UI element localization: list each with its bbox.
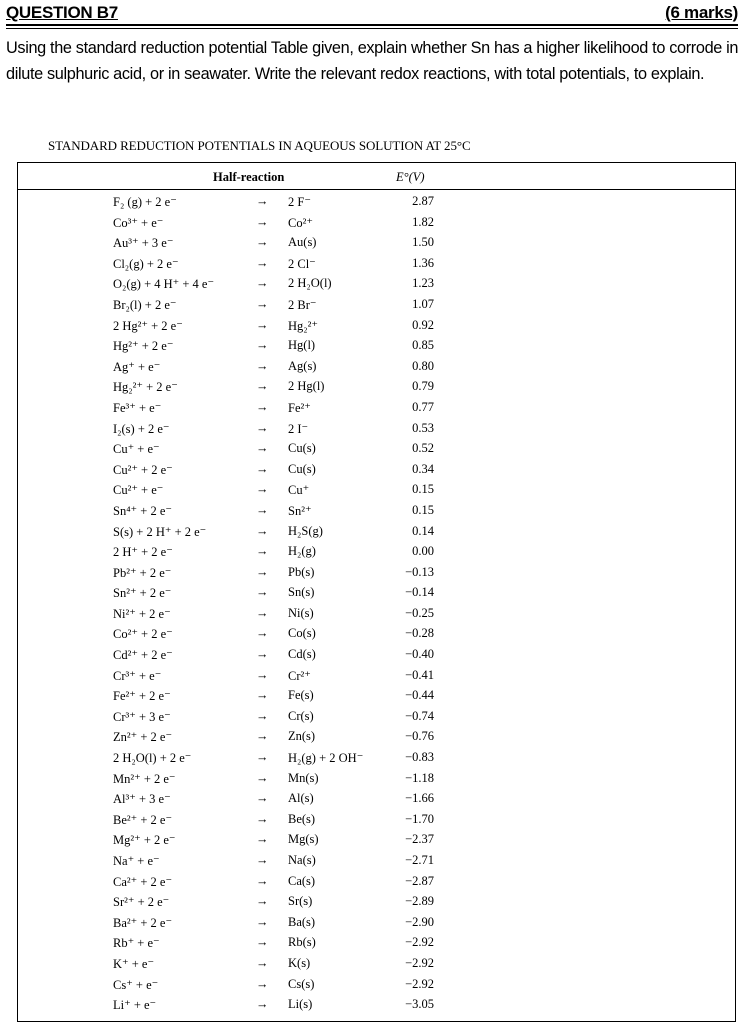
half-reaction-products: 2 Hg(l) [288, 379, 325, 394]
half-reaction-reactants: Cu²⁺ + e⁻ [113, 483, 164, 498]
reaction-arrow: → [256, 667, 269, 682]
reaction-arrow: → [256, 502, 269, 517]
potential-value: −2.37 [405, 832, 434, 847]
reaction-arrow: → [256, 791, 269, 806]
table-row [18, 688, 735, 709]
half-reaction-products: Au(s) [288, 235, 317, 250]
half-reaction-products: Al(s) [288, 791, 314, 806]
reaction-arrow: → [256, 647, 269, 662]
table-row [18, 647, 735, 668]
reaction-arrow: → [256, 420, 269, 435]
reaction-arrow: → [256, 235, 269, 250]
half-reaction-products: Ca(s) [288, 873, 316, 888]
half-reaction-products: Ni(s) [288, 605, 314, 620]
half-reaction-reactants: Hg₂²⁺ + 2 e⁻ [113, 380, 178, 395]
potential-value: 0.77 [412, 399, 434, 414]
half-reaction-reactants: Ba²⁺ + 2 e⁻ [113, 915, 173, 930]
half-reaction-products: Cr²⁺ [288, 668, 311, 683]
potential-value: 0.92 [412, 317, 434, 332]
table-row [18, 565, 735, 586]
half-reaction-reactants: Cs⁺ + e⁻ [113, 977, 159, 992]
half-reaction-products: Cu(s) [288, 461, 316, 476]
half-reaction-products: K(s) [288, 955, 311, 970]
half-reaction-products: Fe²⁺ [288, 400, 311, 415]
reduction-potential-table [17, 162, 736, 1022]
half-reaction-products: Ba(s) [288, 914, 316, 929]
half-reaction-reactants: Cu²⁺ + 2 e⁻ [113, 462, 173, 477]
table-row [18, 997, 735, 1018]
half-reaction-reactants: I₂(s) + 2 e⁻ [113, 421, 170, 436]
header-half-reaction: Half-reaction [213, 170, 285, 184]
reaction-arrow: → [256, 379, 269, 394]
half-reaction-reactants: 2 H⁺ + 2 e⁻ [113, 545, 173, 560]
table-row [18, 668, 735, 689]
half-reaction-products: Cd(s) [288, 647, 316, 662]
half-reaction-products: H₂(g) + 2 OH⁻ [288, 751, 364, 766]
reaction-arrow: → [256, 811, 269, 826]
reaction-arrow: → [256, 955, 269, 970]
potential-value: 0.14 [412, 523, 434, 538]
half-reaction-reactants: Pb²⁺ + 2 e⁻ [113, 565, 172, 580]
table-header [18, 163, 735, 190]
reaction-arrow: → [256, 296, 269, 311]
reaction-arrow: → [256, 605, 269, 620]
table-row [18, 194, 735, 215]
half-reaction-reactants: Hg²⁺ + 2 e⁻ [113, 339, 174, 354]
half-reaction-reactants: Au³⁺ + 3 e⁻ [113, 236, 174, 251]
table-row [18, 791, 735, 812]
reaction-arrow: → [256, 523, 269, 538]
half-reaction-products: Cs(s) [288, 976, 315, 991]
potential-value: −0.83 [405, 750, 434, 765]
half-reaction-products: 2 H₂O(l) [288, 276, 332, 291]
table-row [18, 771, 735, 792]
reaction-arrow: → [256, 708, 269, 723]
table-row [18, 956, 735, 977]
half-reaction-products: Sn(s) [288, 585, 315, 600]
half-reaction-reactants: Ca²⁺ + 2 e⁻ [113, 874, 173, 889]
reaction-arrow: → [256, 317, 269, 332]
potential-value: −1.70 [405, 811, 434, 826]
reaction-arrow: → [256, 255, 269, 270]
half-reaction-products: Hg(l) [288, 338, 316, 353]
half-reaction-reactants: Br₂(l) + 2 e⁻ [113, 297, 177, 312]
reaction-arrow: → [256, 997, 269, 1012]
half-reaction-reactants: 2 H₂O(l) + 2 e⁻ [113, 751, 192, 766]
table-row [18, 256, 735, 277]
potential-value: −0.44 [405, 688, 434, 703]
half-reaction-products: Hg₂²⁺ [288, 318, 318, 333]
table-row [18, 606, 735, 627]
half-reaction-products: 2 Cl⁻ [288, 256, 316, 271]
potential-value: −3.05 [405, 997, 434, 1012]
table-row [18, 235, 735, 256]
half-reaction-products: Sn²⁺ [288, 503, 312, 518]
potential-value: −1.18 [405, 770, 434, 785]
table-row [18, 400, 735, 421]
reaction-arrow: → [256, 564, 269, 579]
table-row [18, 832, 735, 853]
reaction-arrow: → [256, 914, 269, 929]
half-reaction-reactants: Fe³⁺ + e⁻ [113, 400, 162, 415]
potential-value: 2.87 [412, 194, 434, 208]
reaction-arrow: → [256, 544, 269, 559]
reaction-arrow: → [256, 976, 269, 991]
potential-value: −2.92 [405, 935, 434, 950]
half-reaction-reactants: Co³⁺ + e⁻ [113, 215, 164, 230]
half-reaction-reactants: Sr²⁺ + 2 e⁻ [113, 895, 170, 910]
half-reaction-products: Mn(s) [288, 770, 319, 785]
potential-value: 0.53 [412, 420, 434, 435]
potential-value: 0.85 [412, 338, 434, 353]
potential-value: 1.07 [412, 296, 434, 311]
potential-value: −2.89 [405, 894, 434, 909]
reaction-arrow: → [256, 626, 269, 641]
table-row [18, 853, 735, 874]
half-reaction-products: 2 F⁻ [288, 195, 311, 209]
half-reaction-products: Na(s) [288, 853, 316, 867]
half-reaction-reactants: 2 Hg²⁺ + 2 e⁻ [113, 318, 183, 333]
table-body [18, 194, 735, 1018]
marks-label: (6 marks) [665, 3, 738, 22]
table-row [18, 585, 735, 606]
reaction-arrow: → [256, 750, 269, 765]
potential-value: −2.90 [405, 914, 434, 929]
half-reaction-products: Li(s) [288, 997, 313, 1012]
half-reaction-products: Mg(s) [288, 832, 319, 847]
half-reaction-reactants: Mn²⁺ + 2 e⁻ [113, 771, 176, 786]
reaction-arrow: → [256, 832, 269, 847]
half-reaction-products: H₂S(g) [288, 523, 323, 538]
reaction-arrow: → [256, 729, 269, 744]
reaction-arrow: → [256, 770, 269, 785]
reaction-arrow: → [256, 935, 269, 950]
half-reaction-products: Sr(s) [288, 894, 313, 909]
table-row [18, 297, 735, 318]
table-row [18, 482, 735, 503]
reaction-arrow: → [256, 399, 269, 414]
half-reaction-reactants: Na⁺ + e⁻ [113, 854, 160, 868]
potential-value: −0.14 [405, 585, 434, 600]
table-row [18, 359, 735, 380]
reaction-arrow: → [256, 276, 269, 291]
table-row [18, 894, 735, 915]
header-potential: E°(V) [396, 170, 425, 184]
table-row [18, 276, 735, 297]
potential-value: −0.25 [405, 605, 434, 620]
half-reaction-reactants: Cr³⁺ + e⁻ [113, 668, 162, 683]
half-reaction-products: Cr(s) [288, 708, 314, 723]
table-row [18, 729, 735, 750]
table-row [18, 441, 735, 462]
half-reaction-reactants: Ni²⁺ + 2 e⁻ [113, 606, 171, 621]
question-title: QUESTION B7 [6, 3, 118, 22]
question-header [6, 2, 738, 26]
half-reaction-reactants: Be²⁺ + 2 e⁻ [113, 812, 173, 827]
half-reaction-products: Cu(s) [288, 441, 316, 456]
half-reaction-reactants: S(s) + 2 H⁺ + 2 e⁻ [113, 524, 207, 539]
table-caption: STANDARD REDUCTION POTENTIALS IN AQUEOUS SOLUTION AT 25°C [48, 138, 471, 153]
reaction-arrow: → [256, 894, 269, 909]
table-row [18, 524, 735, 545]
reaction-arrow: → [256, 338, 269, 353]
half-reaction-reactants: Cd²⁺ + 2 e⁻ [113, 648, 173, 663]
potential-value: −0.13 [405, 564, 434, 579]
half-reaction-reactants: K⁺ + e⁻ [113, 956, 155, 971]
half-reaction-products: Ag(s) [288, 358, 317, 373]
half-reaction-reactants: Sn²⁺ + 2 e⁻ [113, 586, 172, 601]
table-row [18, 503, 735, 524]
potential-value: −1.66 [405, 791, 434, 806]
half-reaction-reactants: Li⁺ + e⁻ [113, 998, 157, 1013]
potential-value: −2.87 [405, 873, 434, 888]
half-reaction-products: Cu⁺ [288, 483, 310, 498]
table-row [18, 750, 735, 771]
table-row [18, 874, 735, 895]
half-reaction-reactants: Fe²⁺ + 2 e⁻ [113, 689, 171, 704]
potential-value: −2.92 [405, 955, 434, 970]
half-reaction-products: H₂(g) [288, 544, 316, 559]
half-reaction-reactants: Rb⁺ + e⁻ [113, 936, 160, 951]
potential-value: −0.40 [405, 647, 434, 662]
potential-value: 0.80 [412, 358, 434, 373]
half-reaction-reactants: Ag⁺ + e⁻ [113, 359, 161, 374]
half-reaction-reactants: F₂ (g) + 2 e⁻ [113, 195, 177, 209]
reaction-arrow: → [256, 441, 269, 456]
reaction-arrow: → [256, 688, 269, 703]
potential-value: 0.15 [412, 482, 434, 497]
half-reaction-reactants: Cu⁺ + e⁻ [113, 442, 160, 457]
table-row [18, 709, 735, 730]
potential-value: −0.41 [405, 667, 434, 682]
table-row [18, 935, 735, 956]
reaction-arrow: → [256, 853, 269, 867]
reaction-arrow: → [256, 585, 269, 600]
half-reaction-products: Rb(s) [288, 935, 316, 950]
half-reaction-reactants: Co²⁺ + 2 e⁻ [113, 627, 173, 642]
potential-value: 0.00 [412, 544, 434, 559]
reaction-arrow: → [256, 461, 269, 476]
half-reaction-reactants: Al³⁺ + 3 e⁻ [113, 792, 171, 807]
half-reaction-products: Pb(s) [288, 564, 315, 579]
reaction-arrow: → [256, 214, 269, 229]
table-row [18, 462, 735, 483]
potential-value: 1.50 [412, 235, 434, 250]
potential-value: −2.71 [405, 853, 434, 867]
table-row [18, 338, 735, 359]
potential-value: −0.28 [405, 626, 434, 641]
potential-value: 0.52 [412, 441, 434, 456]
table-row [18, 421, 735, 442]
half-reaction-reactants: Mg²⁺ + 2 e⁻ [113, 833, 176, 848]
table-row [18, 318, 735, 339]
potential-value: 1.82 [412, 214, 434, 229]
half-reaction-products: 2 I⁻ [288, 421, 309, 436]
table-row [18, 915, 735, 936]
question-text: Using the standard reduction potential Table given, explain whether Sn has a higher likelihood to corrode in dilute sulphuric acid, or in seawater. Write the relevant redox reactions, with total potentials, to explain. [6, 39, 739, 83]
potential-value: −0.76 [405, 729, 434, 744]
reaction-arrow: → [256, 873, 269, 888]
table-row [18, 626, 735, 647]
half-reaction-reactants: Cl₂(g) + 2 e⁻ [113, 256, 179, 271]
half-reaction-products: 2 Br⁻ [288, 297, 317, 312]
table-row [18, 544, 735, 565]
reaction-arrow: → [256, 358, 269, 373]
half-reaction-products: Zn(s) [288, 729, 316, 744]
reaction-arrow: → [256, 194, 269, 208]
half-reaction-products: Co(s) [288, 626, 316, 641]
table-row [18, 977, 735, 998]
potential-value: 0.79 [412, 379, 434, 394]
potential-value: 0.34 [412, 461, 434, 476]
header-rule [6, 28, 738, 29]
potential-value: −0.74 [405, 708, 434, 723]
table-row [18, 812, 735, 833]
table-row [18, 379, 735, 400]
half-reaction-reactants: Zn²⁺ + 2 e⁻ [113, 730, 173, 745]
half-reaction-reactants: Cr³⁺ + 3 e⁻ [113, 709, 171, 724]
half-reaction-products: Fe(s) [288, 688, 314, 703]
potential-value: 1.36 [412, 255, 434, 270]
half-reaction-reactants: O₂(g) + 4 H⁺ + 4 e⁻ [113, 277, 215, 292]
table-row [18, 215, 735, 236]
potential-value: 1.23 [412, 276, 434, 291]
reaction-arrow: → [256, 482, 269, 497]
half-reaction-reactants: Sn⁴⁺ + 2 e⁻ [113, 503, 172, 518]
potential-value: 0.15 [412, 502, 434, 517]
half-reaction-products: Be(s) [288, 811, 316, 826]
half-reaction-products: Co²⁺ [288, 215, 313, 230]
potential-value: −2.92 [405, 976, 434, 991]
